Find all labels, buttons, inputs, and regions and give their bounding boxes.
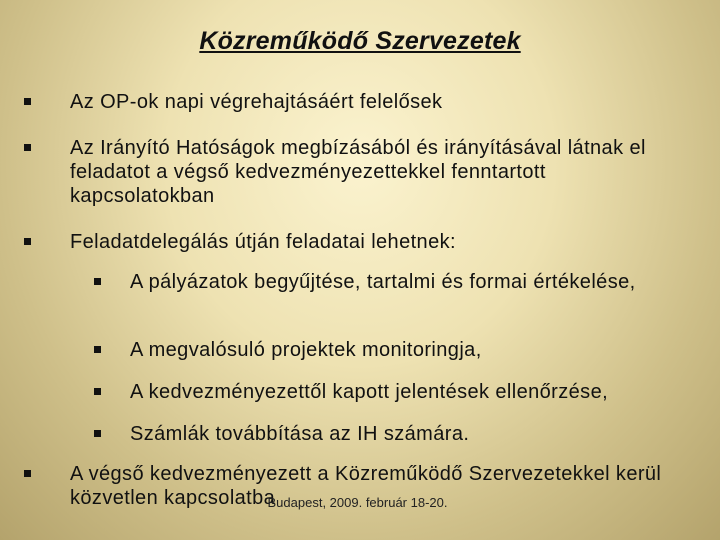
square-bullet-icon [24, 238, 31, 245]
bullet-text: A végső kedvezményezett a Közreműködő Szervezetekkel kerül közvetlen kapcsolatba [70, 463, 662, 509]
bullet-item-2 [70, 136, 670, 208]
bullet-item-1 [70, 90, 670, 114]
square-bullet-icon [94, 388, 101, 395]
square-bullet-icon [94, 346, 101, 353]
slide-footer: Budapest, 2009. február 18-20. [267, 495, 448, 510]
sub-bullet-text: A kedvezményezettől kapott jelentések ellenőrzése, [130, 381, 609, 403]
sub-bullet-text: Számlák továbbítása az IH számára. [130, 423, 470, 445]
bullet-item-3 [70, 230, 670, 254]
sub-bullet-text: A pályázatok begyűjtése, tartalmi és formai értékelése, [130, 271, 636, 293]
sub-bullet-item-2 [130, 338, 650, 362]
slide-title: Közreműködő Szervezetek [199, 27, 521, 55]
sub-bullet-item-1 [130, 270, 650, 294]
sub-bullet-text: A megvalósuló projektek monitoringja, [130, 339, 482, 361]
square-bullet-icon [94, 430, 101, 437]
square-bullet-icon [24, 470, 31, 477]
bullet-text: Az Irányító Hatóságok megbízásából és irányításával látnak el feladatot a végső kedvezményezettekkel fenntartott kapcsolatokban [70, 137, 646, 207]
bullet-text: Feladatdelegálás útján feladatai lehetnek: [70, 231, 456, 253]
sub-bullet-item-3 [130, 380, 710, 404]
square-bullet-icon [94, 278, 101, 285]
sub-bullet-item-4 [130, 422, 650, 446]
square-bullet-icon [24, 98, 31, 105]
square-bullet-icon [24, 144, 31, 151]
bullet-text: Az OP-ok napi végrehajtásáért felelősek [70, 91, 443, 113]
